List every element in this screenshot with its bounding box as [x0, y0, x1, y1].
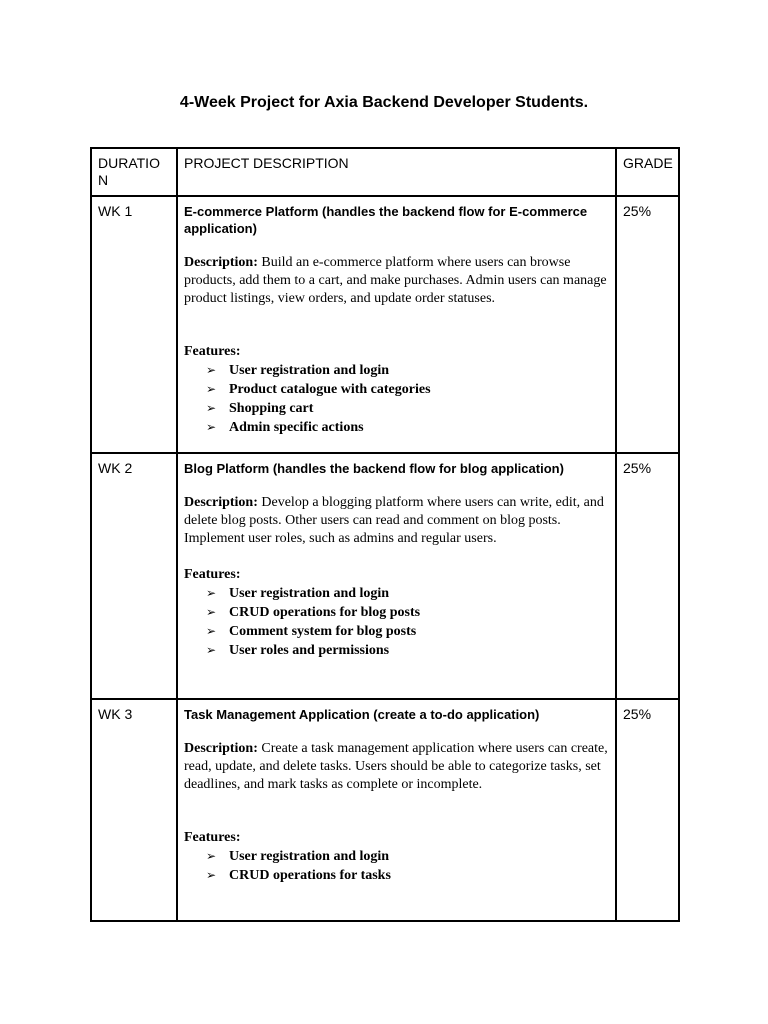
- arrowhead-bullet-icon: ➢: [206, 401, 217, 415]
- week-cell: WK 2: [91, 453, 177, 699]
- description-text: Develop a blogging platform where users can write, edit, and delete blog posts. Other users can read and comment on blog posts. Implement user roles, such as admins and regular users.: [184, 495, 604, 546]
- header-project-description: PROJECT DESCRIPTION: [177, 148, 616, 196]
- grade-cell: 25%: [616, 196, 679, 453]
- table-row: [91, 453, 679, 699]
- description-text: Create a task management application where users can create, read, update, and delete tasks. Users should be able to categorize tasks, set deadlines, and mark tasks as complete or incomplete.: [184, 741, 608, 792]
- arrowhead-bullet-icon: ➢: [206, 849, 217, 863]
- description-text: Build an e-commerce platform where users can browse products, add them to a cart, and make purchases. Admin users can manage product listings, view orders, and update order statuses.: [184, 255, 607, 306]
- features-label: Features:: [184, 344, 241, 359]
- document-title: 4-Week Project for Axia Backend Developer Students.: [179, 94, 589, 111]
- features-list: [184, 584, 609, 660]
- feature-item: ➢ Shopping cart: [206, 401, 314, 416]
- arrowhead-bullet-icon: ➢: [206, 420, 217, 434]
- project-title: E-commerce Platform (handles the backend flow for E-commerce application): [184, 204, 588, 236]
- description-label: Description:: [184, 255, 258, 270]
- feature-item: ➢ CRUD operations for tasks: [206, 868, 391, 883]
- feature-item: ➢ User registration and login: [206, 849, 390, 864]
- arrowhead-bullet-icon: ➢: [206, 624, 217, 638]
- feature-item: ➢ CRUD operations for blog posts: [206, 605, 421, 620]
- features-label: Features:: [184, 830, 241, 845]
- arrowhead-bullet-icon: ➢: [206, 586, 217, 600]
- feature-item: ➢ User registration and login: [206, 586, 390, 601]
- project-description: [184, 494, 609, 548]
- table-header-row: [91, 148, 679, 196]
- header-duration: DURATIO N: [91, 148, 177, 196]
- grade-cell: 25%: [616, 699, 679, 921]
- description-label: Description:: [184, 741, 258, 756]
- arrowhead-bullet-icon: ➢: [206, 868, 217, 882]
- project-description-cell: [177, 699, 616, 921]
- arrowhead-bullet-icon: ➢: [206, 605, 217, 619]
- week-cell: WK 3: [91, 699, 177, 921]
- arrowhead-bullet-icon: ➢: [206, 363, 217, 377]
- features-list: [184, 361, 609, 437]
- arrowhead-bullet-icon: ➢: [206, 382, 217, 396]
- table-row: [91, 196, 679, 453]
- features-list: [184, 847, 609, 885]
- project-table: [90, 147, 680, 922]
- feature-item: ➢ Admin specific actions: [206, 420, 364, 435]
- arrowhead-bullet-icon: ➢: [206, 643, 217, 657]
- project-title: Blog Platform (handles the backend flow for blog application): [184, 461, 564, 476]
- grade-cell: 25%: [616, 453, 679, 699]
- feature-item: ➢ User registration and login: [206, 363, 390, 378]
- feature-item: ➢ User roles and permissions: [206, 643, 390, 658]
- feature-item: ➢ Product catalogue with categories: [206, 382, 431, 397]
- table-row: [91, 699, 679, 921]
- week-cell: WK 1: [91, 196, 177, 453]
- project-description: [184, 740, 609, 794]
- feature-item: ➢ Comment system for blog posts: [206, 624, 417, 639]
- project-description: [184, 254, 609, 308]
- features-label: Features:: [184, 567, 241, 582]
- project-title: Task Management Application (create a to-do application): [184, 707, 540, 722]
- description-label: Description:: [184, 495, 258, 510]
- project-description-cell: [177, 196, 616, 453]
- header-grade: GRADE: [616, 148, 679, 196]
- project-description-cell: [177, 453, 616, 699]
